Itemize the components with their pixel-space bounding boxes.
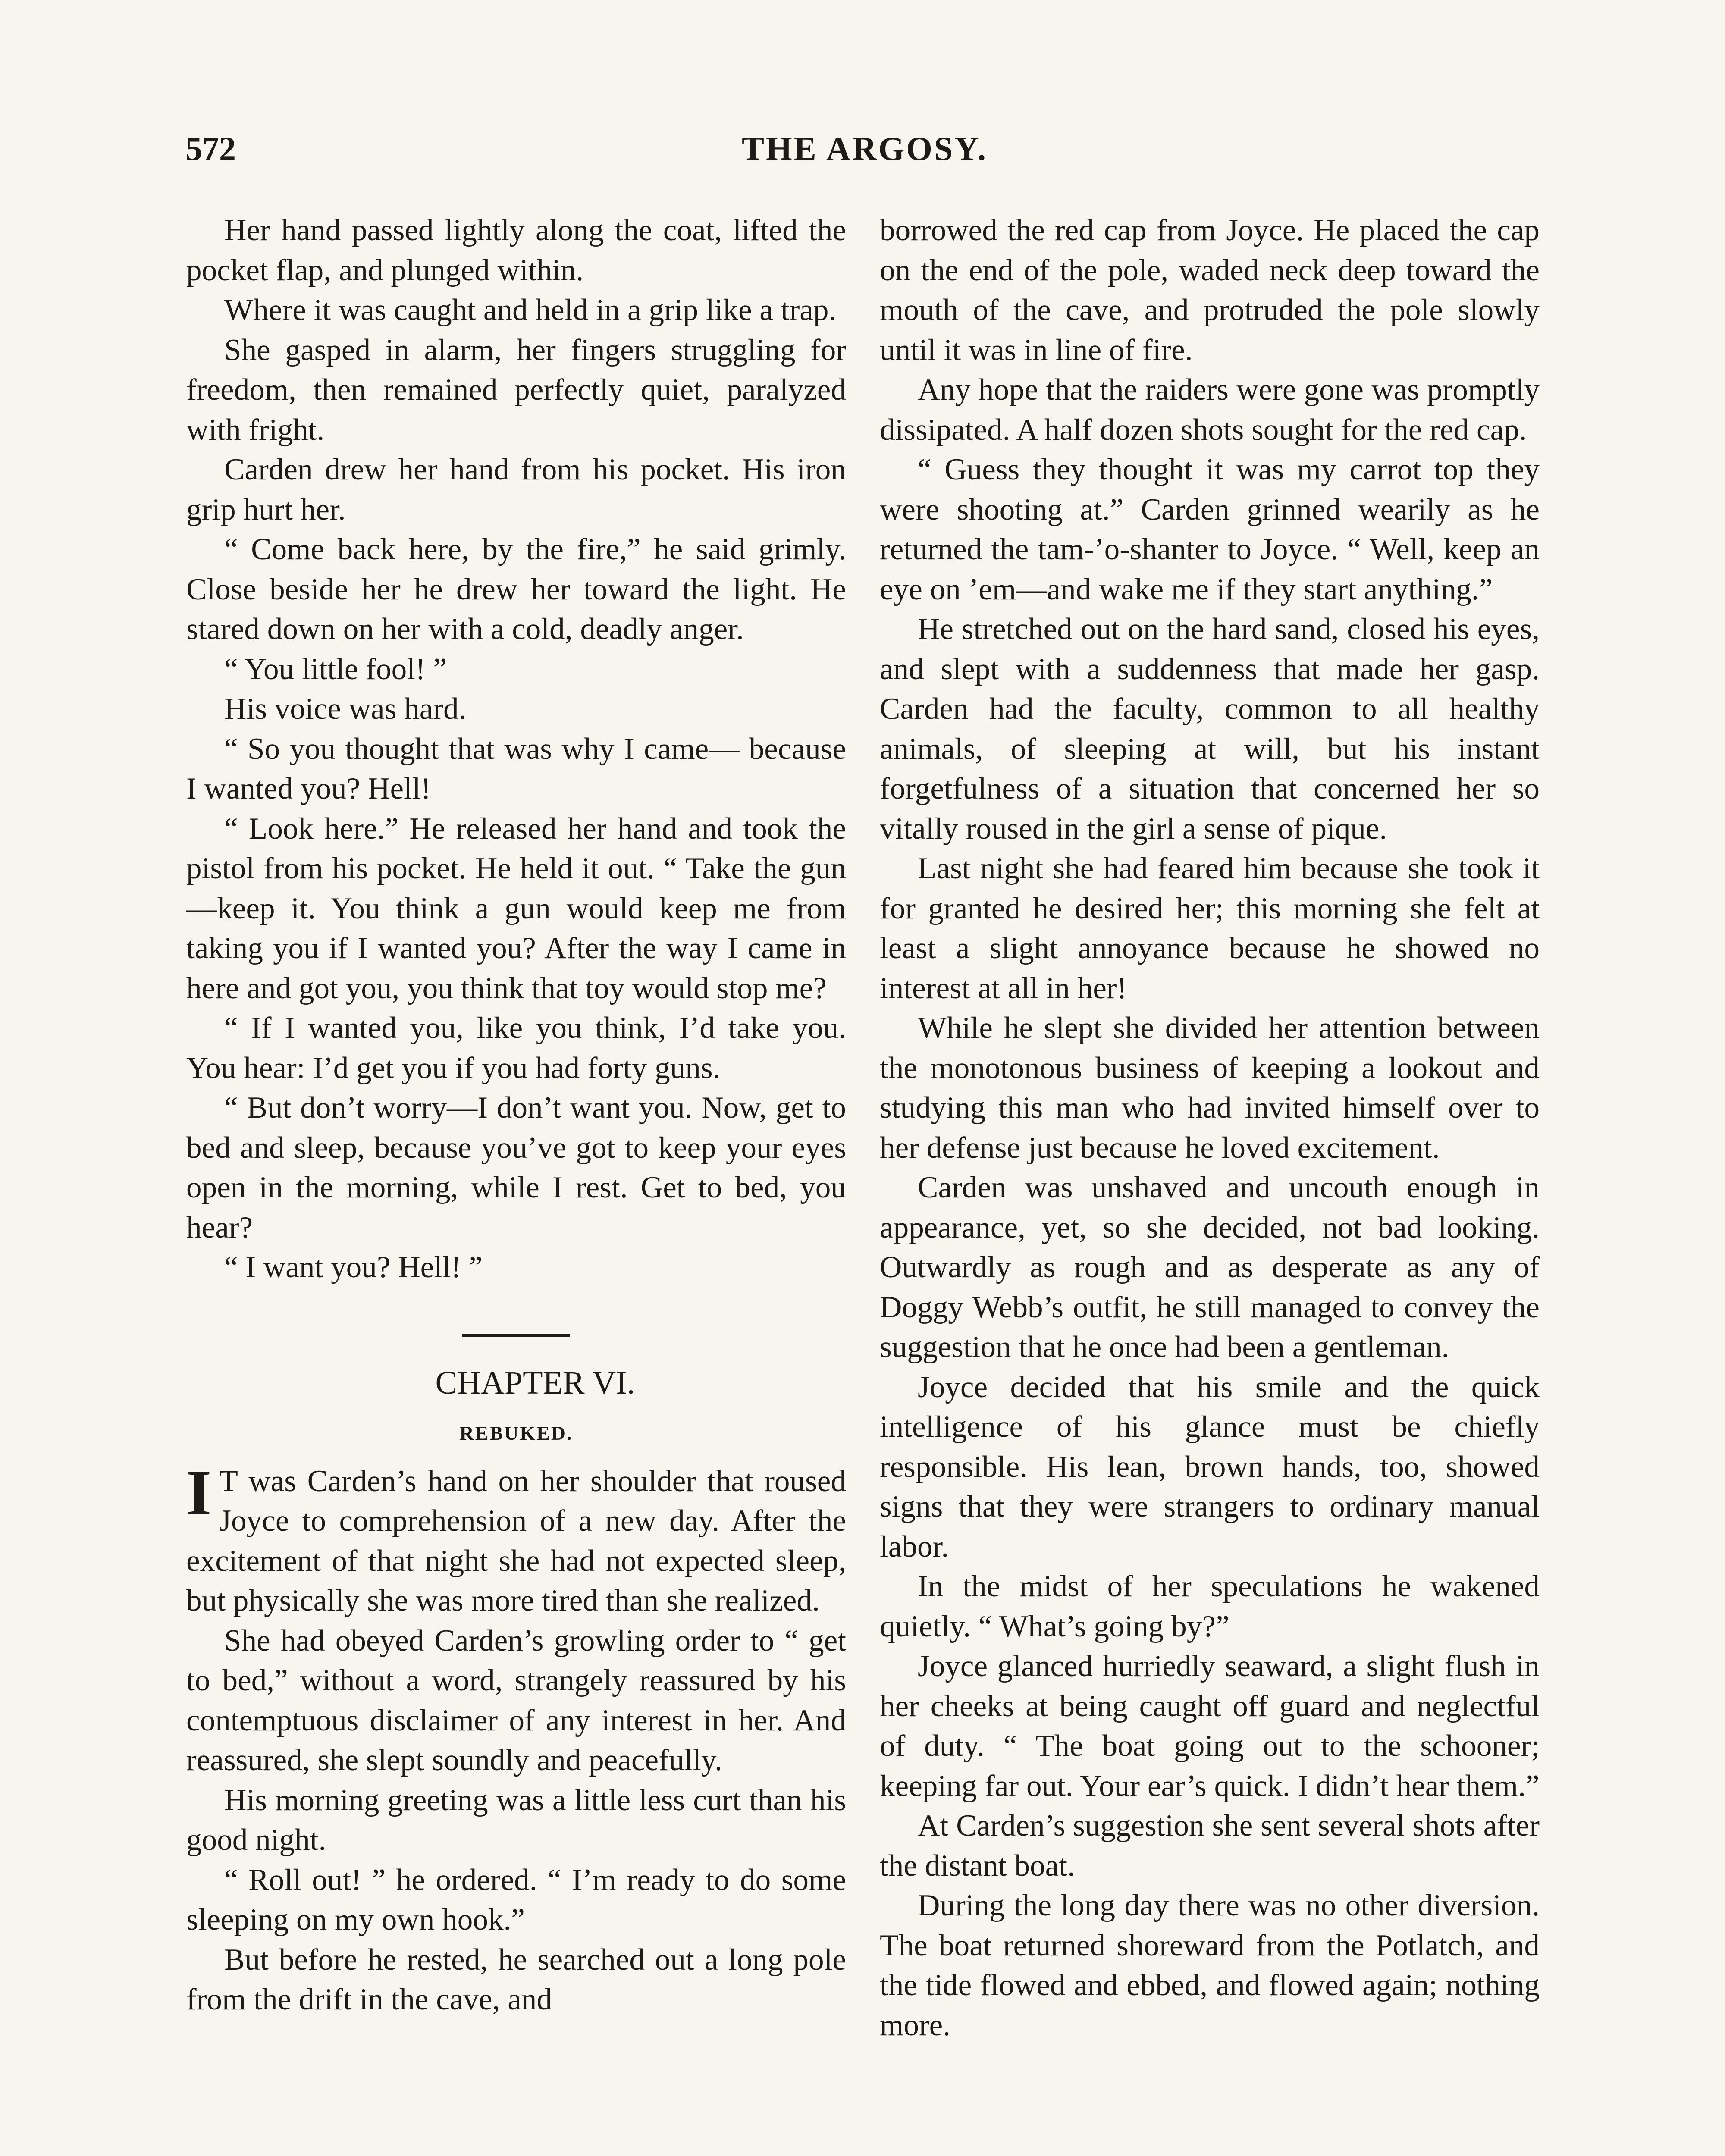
page-number: 572 bbox=[185, 130, 236, 167]
paragraph: In the midst of her speculations he wakened quietly. “ What’s going by?” bbox=[880, 1570, 1540, 1643]
paragraph: “ Guess they thought it was my carrot top they were shooting at.” Carden grinned wearily as he returned the tam-’o-shanter to Joyce. “ Well, keep an eye on ’em—and wake me if they start anything.” bbox=[880, 453, 1540, 606]
chapter-title: CHAPTER VI. bbox=[435, 1364, 635, 1401]
paragraph: His morning greeting was a little less curt than his good night. bbox=[186, 1783, 846, 1857]
paragraph: “ You little fool! ” bbox=[224, 652, 447, 686]
magazine-title: THE ARGOSY. bbox=[742, 130, 988, 167]
paragraph: “ But don’t worry—I don’t want you. Now, get to bed and sleep, because you’ve got to keep your eyes open in the morning, while I rest. Get to bed, you hear? bbox=[186, 1091, 846, 1244]
paragraph: But before he rested, he searched out a long pole from the drift in the cave, and bbox=[186, 1943, 846, 2016]
left-column bbox=[186, 210, 846, 2020]
section-divider bbox=[462, 1334, 570, 1337]
paragraph: Her hand passed lightly along the coat, lifted the pocket flap, and plunged within. bbox=[186, 213, 846, 287]
paragraph: Last night she had feared him because she took it for granted he desired her; this morning she felt at least a slight annoyance because he showed no interest at all in her! bbox=[880, 852, 1540, 1005]
opening-text: T was Carden’s hand on her shoulder that roused Joyce to comprehension of a new day. After the excitement of that night she had not expected sleep, but physically she was more tired than she realized. bbox=[186, 1464, 846, 1617]
paragraph: While he slept she divided her attention between the monotonous business of keeping a lookout and studying this man who had invited himself over to her defense just because he loved excitement. bbox=[880, 1011, 1540, 1165]
paragraph: She had obeyed Carden’s growling order to “ get to bed,” without a word, strangely reassured by his contemptuous disclaimer of any interest in her. And reassured, she slept soundly and peacefully. bbox=[186, 1623, 846, 1777]
paragraph: “ So you thought that was why I came— because I wanted you? Hell! bbox=[186, 732, 846, 805]
continued-paragraph: borrowed the red cap from Joyce. He placed the cap on the end of the pole, waded neck deep toward the mouth of the cave, and protruded the pole slowly until it was in line of fire. bbox=[880, 213, 1540, 367]
paragraph: At Carden’s suggestion she sent several shots after the distant boat. bbox=[880, 1809, 1540, 1883]
paragraph: His voice was hard. bbox=[224, 692, 467, 726]
paragraph: “ If I wanted you, like you think, I’d take you. You hear: I’d get you if you had forty guns. bbox=[186, 1011, 846, 1085]
paragraph: “ Look here.” He released her hand and took the pistol from his pocket. He held it out. “ Take the gun—keep it. You think a gun would keep me from taking you if I wanted you? After the way I came in here and got you, you think that toy would stop me? bbox=[186, 812, 846, 1005]
paragraph: “ Come back here, by the fire,” he said grimly. Close beside her he drew her toward the light. He stared down on her with a cold, deadly anger. bbox=[186, 533, 846, 646]
chapter-subtitle: REBUKED. bbox=[459, 1422, 573, 1444]
chapter-opening-paragraph bbox=[186, 1457, 846, 1621]
right-column bbox=[880, 210, 1540, 2045]
paragraph: During the long day there was no other diversion. The boat returned shoreward from the Potlatch, and the tide flowed and ebbed, and flowed again; nothing more. bbox=[880, 1889, 1540, 2042]
running-head bbox=[185, 129, 1544, 181]
drop-cap: I bbox=[186, 1457, 212, 1529]
paragraph: Where it was caught and held in a grip like a trap. bbox=[224, 293, 837, 327]
paragraph: Carden drew her hand from his pocket. His iron grip hurt her. bbox=[186, 453, 846, 526]
paragraph: Any hope that the raiders were gone was promptly dissipated. A half dozen shots sought for the red cap. bbox=[880, 373, 1540, 447]
paragraph: Joyce glanced hurriedly seaward, a slight flush in her cheeks at being caught off guard and neglectful of duty. “ The boat going out to the schooner; keeping far out. Your ear’s quick. I didn’t hear them.” bbox=[880, 1649, 1540, 1803]
paragraph: Joyce decided that his smile and the quick intelligence of his glance must be chiefly responsible. His lean, brown hands, too, showed signs that they were strangers to ordinary manual labor. bbox=[880, 1370, 1540, 1564]
paragraph: He stretched out on the hard sand, closed his eyes, and slept with a suddenness that made her gasp. Carden had the faculty, common to all healthy animals, of sleeping at will, but his instant forgetfulness of a situation that concerned her so vitally roused in the girl a sense of pique. bbox=[880, 612, 1540, 846]
paragraph: “ Roll out! ” he ordered. “ I’m ready to do some sleeping on my own hook.” bbox=[186, 1863, 846, 1937]
paragraph: Carden was unshaved and uncouth enough in appearance, yet, so she decided, not bad looking. Outwardly as rough and as desperate as any of Doggy Webb’s outfit, he still managed to convey the suggestion that he once had been a gentleman. bbox=[880, 1171, 1540, 1364]
paragraph: She gasped in alarm, her fingers struggling for freedom, then remained perfectly quiet, paralyzed with fright. bbox=[186, 333, 846, 447]
paragraph: “ I want you? Hell! ” bbox=[224, 1250, 483, 1284]
